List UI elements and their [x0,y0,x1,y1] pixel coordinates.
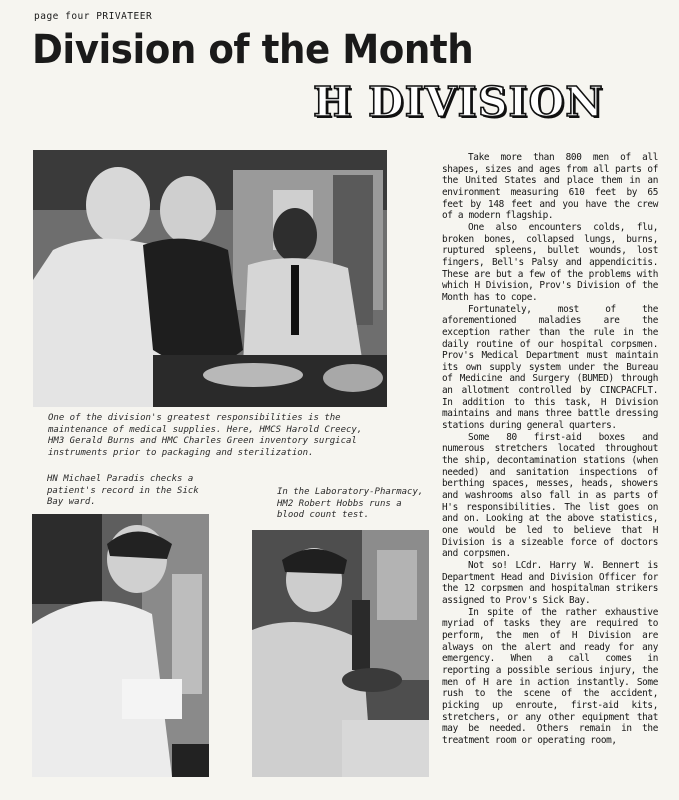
paragraph: One also encounters colds, flu, broken bones, collapsed lungs, burns, ruptured spleens, bullet wounds, lost fingers, Bell's Palsy and appendicitis. These are but a few of the problems with which H Division, Prov's Division of the Month has to cope. [442,221,658,303]
running-head: page four PRIVATEER [34,11,153,22]
paragraph: Some 80 first-aid boxes and numerous stretchers located throughout the ship, decontamination stations (when needed) and sanitation inspections of berthing spaces, messes, heads, showers and washrooms also fall in as parts of H's responsibilities. The list goes on and on. Looking at the above statistics, one would be led to believe that H Division is a sizeable force of doctors and corpsmen. [442,431,658,560]
paragraph: Take more than 800 men of all shapes, sizes and ages from all parts of the United States and place them in an environment measuring 610 feet by 65 feet by 148 feet and you have the crew of a modern flagship. [442,152,658,222]
page-title: Division of the Month [32,27,474,73]
caption-laboratory: In the Laboratory-Pharmacy, HM2 Robert Hobbs runs a blood count test. [277,487,424,520]
paragraph: In spite of the rather exhaustive myriad of tasks they are required to perform, the men of H Division are always on the alert and ready for any emergency. When a call comes in reporting a possible serious injury, the men of H are in action instantly. Some rush to the scene of the accident, picking up enroute, first-aid kits, stretchers, or any other equipment that may be needed. Others remain in the treatment room or operating room, [442,606,658,746]
caption-medical-supplies: One of the division's greatest responsibilities is the maintenance of medical supplies. Here, HMCS Harold Creecy, HM3 Gerald Burns and HMC Charles Green inventory surgical instruments prior to packaging and sterilization. [48,413,363,458]
caption-sick-bay: HN Michael Paradis checks a patient's record in the Sick Bay ward. [47,474,199,507]
photo-medical-supplies [33,150,387,407]
division-name: H DIVISION [313,78,604,126]
paragraph: Fortunately, most of the aforementioned maladies are the exception rather than the rule in the daily routine of our hospital corpsmen. Prov's Medical Department must maintain its own supply system under the Bureau of Medicine and Surgery (BUMED) through an allotment controlled by CINCPACFLT. In addition to this task, H Division maintains and mans three battle dressing stations during general quarters. [442,303,658,432]
paragraph: Not so! LCdr. Harry W. Bennert is Department Head and Division Officer for the 12 corpsmen and hospitalman strikers assigned to Prov's Sick Bay. [442,559,658,606]
article-body [442,152,658,746]
photo-laboratory [252,530,429,777]
photo-sick-bay [32,514,209,777]
